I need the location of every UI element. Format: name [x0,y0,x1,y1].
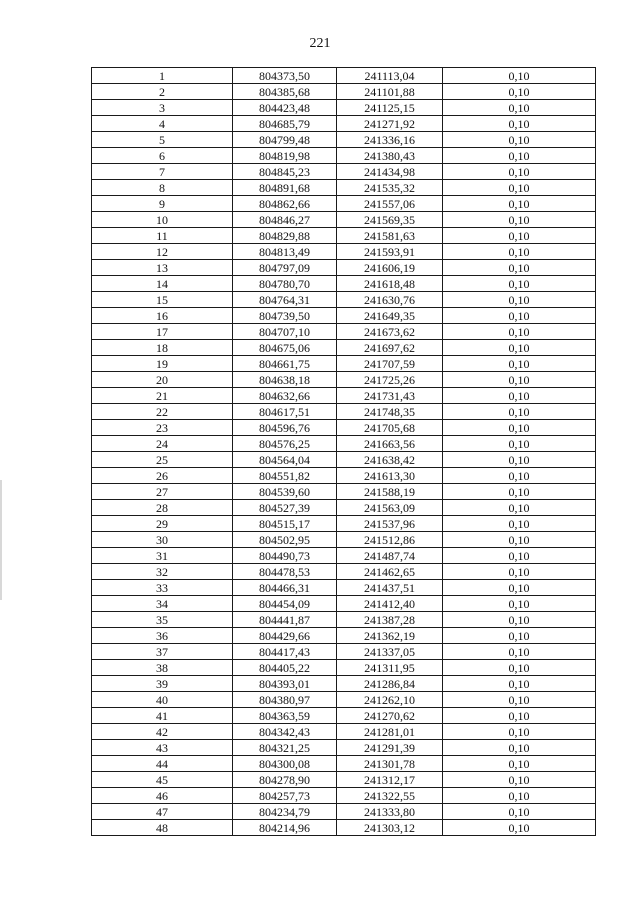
table-row [92,404,596,420]
table-row [92,708,596,724]
table-row [92,356,596,372]
x-coordinate-cell: 804780,70 [233,276,337,292]
table-row [92,308,596,324]
table-row [92,452,596,468]
y-coordinate-cell: 241613,30 [337,468,443,484]
accuracy-cell: 0,10 [443,212,596,228]
accuracy-cell: 0,10 [443,132,596,148]
y-coordinate-cell: 241322,55 [337,788,443,804]
x-coordinate-cell: 804891,68 [233,180,337,196]
accuracy-cell: 0,10 [443,196,596,212]
accuracy-cell: 0,10 [443,84,596,100]
x-coordinate-cell: 804564,04 [233,452,337,468]
y-coordinate-cell: 241262,10 [337,692,443,708]
point-number-cell: 8 [92,180,233,196]
point-number-cell: 27 [92,484,233,500]
y-coordinate-cell: 241380,43 [337,148,443,164]
x-coordinate-cell: 804764,31 [233,292,337,308]
table-row [92,100,596,116]
y-coordinate-cell: 241581,63 [337,228,443,244]
accuracy-cell: 0,10 [443,116,596,132]
y-coordinate-cell: 241286,84 [337,676,443,692]
y-coordinate-cell: 241311,95 [337,660,443,676]
table-row [92,292,596,308]
y-coordinate-cell: 241725,26 [337,372,443,388]
x-coordinate-cell: 804845,23 [233,164,337,180]
accuracy-cell: 0,10 [443,772,596,788]
point-number-cell: 17 [92,324,233,340]
x-coordinate-cell: 804321,25 [233,740,337,756]
y-coordinate-cell: 241535,32 [337,180,443,196]
y-coordinate-cell: 241649,35 [337,308,443,324]
x-coordinate-cell: 804829,88 [233,228,337,244]
x-coordinate-cell: 804385,68 [233,84,337,100]
table-row [92,388,596,404]
point-number-cell: 25 [92,452,233,468]
x-coordinate-cell: 804300,08 [233,756,337,772]
accuracy-cell: 0,10 [443,292,596,308]
point-number-cell: 18 [92,340,233,356]
table-row [92,276,596,292]
accuracy-cell: 0,10 [443,148,596,164]
accuracy-cell: 0,10 [443,420,596,436]
table-row [92,756,596,772]
point-number-cell: 11 [92,228,233,244]
x-coordinate-cell: 804739,50 [233,308,337,324]
y-coordinate-cell: 241434,98 [337,164,443,180]
x-coordinate-cell: 804234,79 [233,804,337,820]
x-coordinate-cell: 804617,51 [233,404,337,420]
accuracy-cell: 0,10 [443,532,596,548]
accuracy-cell: 0,10 [443,740,596,756]
x-coordinate-cell: 804707,10 [233,324,337,340]
y-coordinate-cell: 241387,28 [337,612,443,628]
accuracy-cell: 0,10 [443,180,596,196]
table-row [92,724,596,740]
page-number: 221 [309,36,331,51]
point-number-cell: 31 [92,548,233,564]
accuracy-cell: 0,10 [443,692,596,708]
point-number-cell: 22 [92,404,233,420]
point-number-cell: 33 [92,580,233,596]
x-coordinate-cell: 804846,27 [233,212,337,228]
x-coordinate-cell: 804278,90 [233,772,337,788]
table-row [92,788,596,804]
accuracy-cell: 0,10 [443,164,596,180]
x-coordinate-cell: 804478,53 [233,564,337,580]
y-coordinate-cell: 241563,09 [337,500,443,516]
table-row [92,228,596,244]
accuracy-cell: 0,10 [443,788,596,804]
y-coordinate-cell: 241697,62 [337,340,443,356]
scan-edge-artifact [0,480,2,600]
y-coordinate-cell: 241337,05 [337,644,443,660]
point-number-cell: 40 [92,692,233,708]
point-number-cell: 45 [92,772,233,788]
table-row [92,820,596,836]
point-number-cell: 5 [92,132,233,148]
x-coordinate-cell: 804675,06 [233,340,337,356]
point-number-cell: 7 [92,164,233,180]
table-row [92,324,596,340]
y-coordinate-cell: 241731,43 [337,388,443,404]
point-number-cell: 21 [92,388,233,404]
accuracy-cell: 0,10 [443,820,596,836]
y-coordinate-cell: 241270,62 [337,708,443,724]
point-number-cell: 1 [92,68,233,84]
accuracy-cell: 0,10 [443,468,596,484]
table-row [92,132,596,148]
y-coordinate-cell: 241303,12 [337,820,443,836]
table-row [92,804,596,820]
accuracy-cell: 0,10 [443,484,596,500]
table-row [92,244,596,260]
accuracy-cell: 0,10 [443,68,596,84]
accuracy-cell: 0,10 [443,708,596,724]
x-coordinate-cell: 804685,79 [233,116,337,132]
point-number-cell: 41 [92,708,233,724]
point-number-cell: 10 [92,212,233,228]
accuracy-cell: 0,10 [443,388,596,404]
x-coordinate-cell: 804214,96 [233,820,337,836]
y-coordinate-cell: 241462,65 [337,564,443,580]
x-coordinate-cell: 804380,97 [233,692,337,708]
accuracy-cell: 0,10 [443,500,596,516]
y-coordinate-cell: 241113,04 [337,68,443,84]
y-coordinate-cell: 241271,92 [337,116,443,132]
accuracy-cell: 0,10 [443,644,596,660]
table-row [92,516,596,532]
point-number-cell: 44 [92,756,233,772]
point-number-cell: 19 [92,356,233,372]
coordinates-table-body [92,68,596,836]
table-row [92,180,596,196]
table-row [92,660,596,676]
x-coordinate-cell: 804417,43 [233,644,337,660]
table-row [92,500,596,516]
table-row [92,596,596,612]
x-coordinate-cell: 804441,87 [233,612,337,628]
table-row [92,148,596,164]
x-coordinate-cell: 804454,09 [233,596,337,612]
x-coordinate-cell: 804797,09 [233,260,337,276]
x-coordinate-cell: 804515,17 [233,516,337,532]
table-row [92,468,596,484]
coordinates-table [91,67,596,836]
y-coordinate-cell: 241588,19 [337,484,443,500]
y-coordinate-cell: 241618,48 [337,276,443,292]
point-number-cell: 6 [92,148,233,164]
point-number-cell: 9 [92,196,233,212]
x-coordinate-cell: 804429,66 [233,628,337,644]
point-number-cell: 13 [92,260,233,276]
y-coordinate-cell: 241291,39 [337,740,443,756]
y-coordinate-cell: 241707,59 [337,356,443,372]
x-coordinate-cell: 804405,22 [233,660,337,676]
point-number-cell: 15 [92,292,233,308]
y-coordinate-cell: 241333,80 [337,804,443,820]
x-coordinate-cell: 804632,66 [233,388,337,404]
table-row [92,196,596,212]
point-number-cell: 37 [92,644,233,660]
table-row [92,644,596,660]
accuracy-cell: 0,10 [443,260,596,276]
y-coordinate-cell: 241630,76 [337,292,443,308]
table-row [92,164,596,180]
accuracy-cell: 0,10 [443,548,596,564]
y-coordinate-cell: 241487,74 [337,548,443,564]
accuracy-cell: 0,10 [443,100,596,116]
x-coordinate-cell: 804373,50 [233,68,337,84]
accuracy-cell: 0,10 [443,276,596,292]
table-row [92,116,596,132]
accuracy-cell: 0,10 [443,804,596,820]
point-number-cell: 47 [92,804,233,820]
accuracy-cell: 0,10 [443,356,596,372]
accuracy-cell: 0,10 [443,676,596,692]
point-number-cell: 39 [92,676,233,692]
y-coordinate-cell: 241673,62 [337,324,443,340]
table-row [92,260,596,276]
accuracy-cell: 0,10 [443,244,596,260]
y-coordinate-cell: 241569,35 [337,212,443,228]
y-coordinate-cell: 241336,16 [337,132,443,148]
table-row [92,532,596,548]
accuracy-cell: 0,10 [443,308,596,324]
y-coordinate-cell: 241281,01 [337,724,443,740]
x-coordinate-cell: 804363,59 [233,708,337,724]
accuracy-cell: 0,10 [443,324,596,340]
accuracy-cell: 0,10 [443,724,596,740]
table-row [92,84,596,100]
y-coordinate-cell: 241437,51 [337,580,443,596]
table-row [92,212,596,228]
accuracy-cell: 0,10 [443,452,596,468]
accuracy-cell: 0,10 [443,628,596,644]
point-number-cell: 23 [92,420,233,436]
accuracy-cell: 0,10 [443,756,596,772]
accuracy-cell: 0,10 [443,660,596,676]
accuracy-cell: 0,10 [443,436,596,452]
y-coordinate-cell: 241557,06 [337,196,443,212]
x-coordinate-cell: 804466,31 [233,580,337,596]
point-number-cell: 29 [92,516,233,532]
point-number-cell: 4 [92,116,233,132]
x-coordinate-cell: 804539,60 [233,484,337,500]
y-coordinate-cell: 241512,86 [337,532,443,548]
table-row [92,372,596,388]
x-coordinate-cell: 804257,73 [233,788,337,804]
table-row [92,772,596,788]
point-number-cell: 43 [92,740,233,756]
table-row [92,676,596,692]
point-number-cell: 35 [92,612,233,628]
point-number-cell: 26 [92,468,233,484]
point-number-cell: 12 [92,244,233,260]
x-coordinate-cell: 804576,25 [233,436,337,452]
point-number-cell: 34 [92,596,233,612]
y-coordinate-cell: 241412,40 [337,596,443,612]
accuracy-cell: 0,10 [443,516,596,532]
y-coordinate-cell: 241125,15 [337,100,443,116]
y-coordinate-cell: 241593,91 [337,244,443,260]
table-row [92,692,596,708]
x-coordinate-cell: 804819,98 [233,148,337,164]
x-coordinate-cell: 804813,49 [233,244,337,260]
accuracy-cell: 0,10 [443,228,596,244]
table-row [92,68,596,84]
point-number-cell: 2 [92,84,233,100]
table-row [92,548,596,564]
y-coordinate-cell: 241748,35 [337,404,443,420]
x-coordinate-cell: 804393,01 [233,676,337,692]
point-number-cell: 3 [92,100,233,116]
y-coordinate-cell: 241705,68 [337,420,443,436]
y-coordinate-cell: 241663,56 [337,436,443,452]
y-coordinate-cell: 241312,17 [337,772,443,788]
x-coordinate-cell: 804661,75 [233,356,337,372]
accuracy-cell: 0,10 [443,340,596,356]
point-number-cell: 28 [92,500,233,516]
accuracy-cell: 0,10 [443,580,596,596]
y-coordinate-cell: 241101,88 [337,84,443,100]
table-row [92,420,596,436]
x-coordinate-cell: 804799,48 [233,132,337,148]
table-row [92,580,596,596]
x-coordinate-cell: 804862,66 [233,196,337,212]
point-number-cell: 38 [92,660,233,676]
point-number-cell: 20 [92,372,233,388]
x-coordinate-cell: 804490,73 [233,548,337,564]
accuracy-cell: 0,10 [443,404,596,420]
x-coordinate-cell: 804527,39 [233,500,337,516]
point-number-cell: 48 [92,820,233,836]
table-row [92,740,596,756]
point-number-cell: 32 [92,564,233,580]
point-number-cell: 16 [92,308,233,324]
table-row [92,628,596,644]
x-coordinate-cell: 804551,82 [233,468,337,484]
point-number-cell: 42 [92,724,233,740]
x-coordinate-cell: 804423,48 [233,100,337,116]
point-number-cell: 46 [92,788,233,804]
point-number-cell: 24 [92,436,233,452]
point-number-cell: 36 [92,628,233,644]
table-row [92,340,596,356]
y-coordinate-cell: 241537,96 [337,516,443,532]
y-coordinate-cell: 241301,78 [337,756,443,772]
table-row [92,484,596,500]
accuracy-cell: 0,10 [443,612,596,628]
y-coordinate-cell: 241362,19 [337,628,443,644]
table-row [92,612,596,628]
x-coordinate-cell: 804638,18 [233,372,337,388]
point-number-cell: 30 [92,532,233,548]
table-row [92,564,596,580]
x-coordinate-cell: 804596,76 [233,420,337,436]
accuracy-cell: 0,10 [443,564,596,580]
x-coordinate-cell: 804342,43 [233,724,337,740]
x-coordinate-cell: 804502,95 [233,532,337,548]
table-row [92,436,596,452]
accuracy-cell: 0,10 [443,372,596,388]
y-coordinate-cell: 241638,42 [337,452,443,468]
y-coordinate-cell: 241606,19 [337,260,443,276]
point-number-cell: 14 [92,276,233,292]
accuracy-cell: 0,10 [443,596,596,612]
